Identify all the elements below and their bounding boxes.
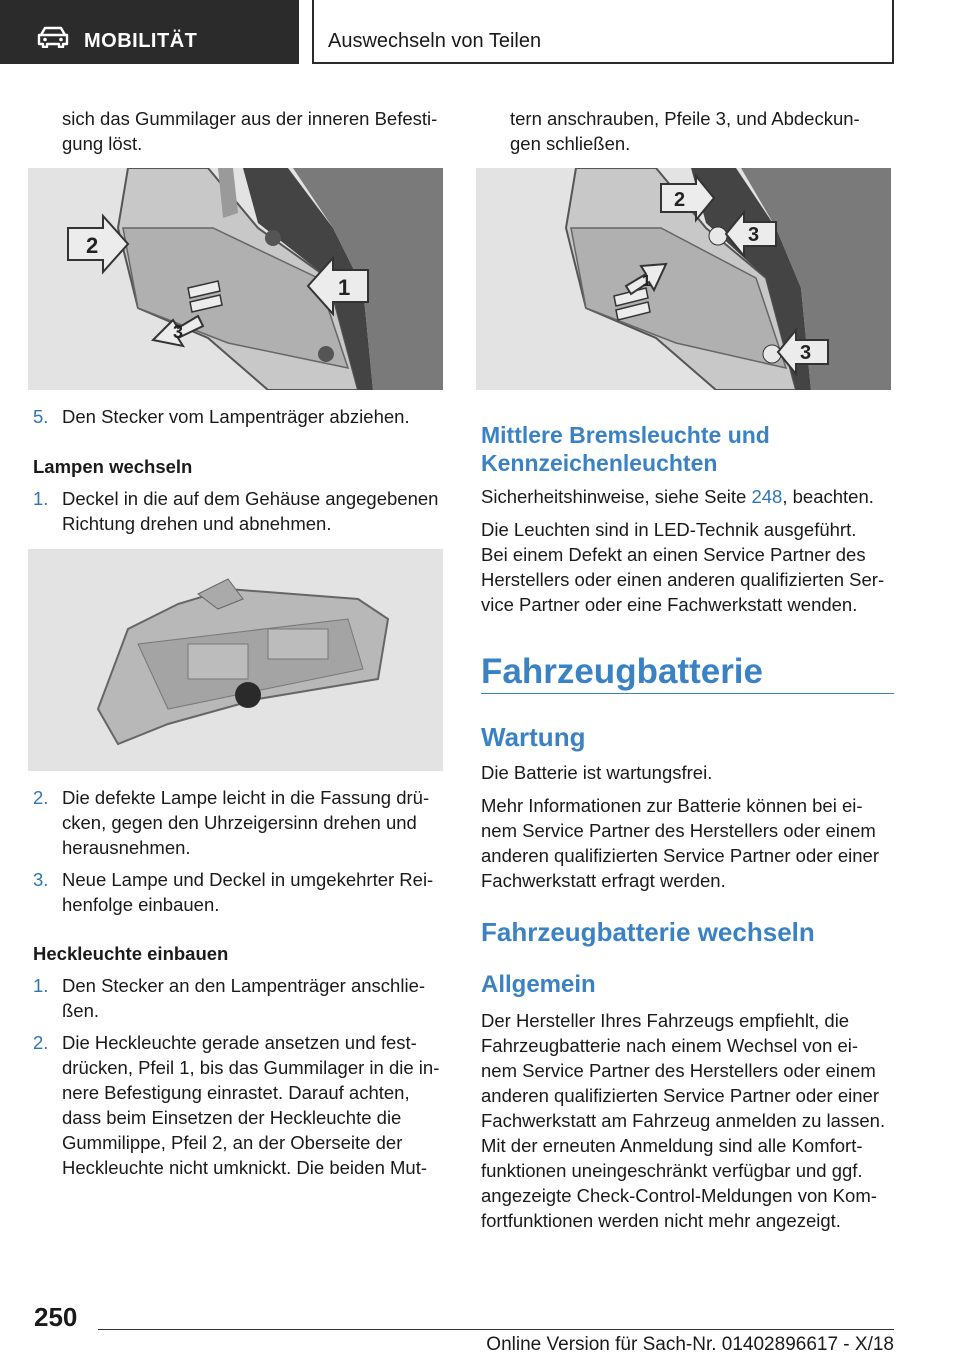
page-link-248[interactable]: 248	[751, 486, 783, 507]
allgemein-text-line-4: anderen qualifizierten Service Partner oder einer	[481, 1085, 879, 1106]
lampen-step-2-line-2: cken, gegen den Uhrzeigersinn drehen und	[62, 812, 417, 833]
einbauen-step-2-line-3: nere Befestigung einrastet. Darauf achten,	[62, 1082, 410, 1103]
allgemein-text-line-2: Fahrzeugbatterie nach einem Wechsel von ei-	[481, 1035, 859, 1056]
right-intro-line-2: gen schließen.	[510, 133, 631, 154]
allgemein-text-line-5: Fachwerkstatt am Fahrzeug anmelden zu lassen.	[481, 1110, 886, 1131]
einbauen-step-2-line-1: Die Heckleuchte gerade ansetzen und fest-	[62, 1032, 417, 1053]
footer-rule	[98, 1329, 894, 1330]
svg-text:2: 2	[86, 233, 99, 258]
svg-text:1: 1	[338, 275, 351, 300]
einbauen-step-2-line-6: Heckleuchte nicht umknickt. Die beiden Mut-	[62, 1157, 428, 1178]
figure-lamp-cover	[28, 549, 443, 771]
step-number: 1.	[33, 488, 49, 509]
step-number: 2.	[33, 1032, 49, 1053]
chapter-header	[312, 0, 894, 64]
lampen-step-2-line-3: herausnehmen.	[62, 837, 191, 858]
subheading-lampen-wechseln: Lampen wechseln	[33, 456, 193, 477]
wartung-text-line-3: anderen qualifizierten Service Partner oder einer	[481, 845, 879, 866]
einbauen-step-1-line-1: Den Stecker an den Lampenträger anschlie-	[62, 975, 426, 996]
wartung-line: Die Batterie ist wartungsfrei.	[481, 762, 713, 783]
section-label: MOBILITÄT	[84, 30, 198, 52]
step-number: 3.	[33, 869, 49, 890]
figure-taillight-arrows	[28, 168, 443, 390]
allgemein-text-line-1: Der Hersteller Ihres Fahrzeugs empfiehlt, die	[481, 1010, 850, 1031]
section-tab	[0, 0, 299, 64]
left-intro-line-1: sich das Gummilager aus der inneren Befesti-	[62, 108, 438, 129]
safety-note: Sicherheitshinweise, siehe Seite 248, beachten.	[481, 486, 874, 507]
heading-wartung: Wartung	[481, 722, 586, 752]
lampen-step-1-line-1: Deckel in die auf dem Gehäuse angegebenen	[62, 488, 439, 509]
heading-bremsleuchte	[481, 421, 770, 477]
step-5-text: Den Stecker vom Lampenträger abziehen.	[62, 406, 410, 427]
einbauen-step-2-line-2: drücken, Pfeil 1, bis das Gummilager in die in-	[62, 1057, 440, 1078]
led-text-line-2: Bei einem Defekt an einen Service Partner des	[481, 544, 866, 565]
svg-text:1: 1	[642, 273, 651, 290]
svg-text:3: 3	[800, 342, 812, 364]
page-number: 250	[34, 1302, 78, 1332]
car-icon	[36, 26, 70, 48]
heading-allgemein: Allgemein	[481, 971, 596, 998]
einbauen-step-1-line-2: ßen.	[62, 1000, 100, 1021]
led-text-line-1: Die Leuchten sind in LED-Technik ausgeführt.	[481, 519, 857, 540]
led-text-line-3: Herstellers oder einen anderen qualifizierten Ser-	[481, 569, 885, 590]
heading-batterie-wechseln: Fahrzeugbatterie wechseln	[481, 917, 815, 947]
svg-text:3: 3	[173, 322, 184, 342]
lampen-step-3-line-2: henfolge einbauen.	[62, 894, 220, 915]
footer-text: Online Version für Sach-Nr. 01402896617 - X/18	[486, 1334, 894, 1355]
einbauen-step-2-line-4: dass beim Einsetzen der Heckleuchte die	[62, 1107, 402, 1128]
subheading-heckleuchte-einbauen: Heckleuchte einbauen	[33, 943, 229, 964]
allgemein-text-line-9: fortfunktionen werden nicht mehr angezeigt.	[481, 1210, 841, 1231]
allgemein-text-line-8: angezeigte Check-Control-Meldungen von Kom-	[481, 1185, 877, 1206]
allgemein-text-line-3: nem Service Partner des Herstellers oder einem	[481, 1060, 876, 1081]
wartung-text-line-2: nem Service Partner des Herstellers oder einem	[481, 820, 876, 841]
step-number: 2.	[33, 787, 49, 808]
lampen-step-1-line-2: Richtung drehen und abnehmen.	[62, 513, 332, 534]
heading-bremsleuchte-line-2: Kennzeichenleuchten	[481, 450, 718, 476]
allgemein-text-line-6: Mit der erneuten Anmeldung sind alle Komfort-	[481, 1135, 863, 1156]
step-number: 1.	[33, 975, 49, 996]
heading-underline	[481, 693, 894, 694]
svg-text:3: 3	[748, 224, 760, 246]
lampen-step-2-line-1: Die defekte Lampe leicht in die Fassung drü-	[62, 787, 430, 808]
einbauen-step-2-line-5: Gummilippe, Pfeil 2, an der Oberseite der	[62, 1132, 403, 1153]
chapter-title: Auswechseln von Teilen	[328, 30, 542, 52]
figure-taillight-nuts	[476, 168, 891, 390]
led-text-line-4: vice Partner oder eine Fachwerkstatt wenden.	[481, 594, 858, 615]
wartung-text-line-4: Fachwerkstatt erfragt werden.	[481, 870, 726, 891]
heading-bremsleuchte-line-1: Mittlere Bremsleuchte und	[481, 422, 770, 448]
svg-text:2: 2	[674, 189, 686, 211]
step-number: 5.	[33, 406, 49, 427]
right-intro-line-1: tern anschrauben, Pfeile 3, und Abdeckun-	[510, 108, 860, 129]
lampen-step-3-line-1: Neue Lampe und Deckel in umgekehrter Rei-	[62, 869, 434, 890]
heading-fahrzeugbatterie: Fahrzeugbatterie	[481, 652, 763, 691]
wartung-text-line-1: Mehr Informationen zur Batterie können bei ei-	[481, 795, 863, 816]
left-intro-line-2: gung löst.	[62, 133, 143, 154]
allgemein-text-line-7: funktionen uneingeschränkt verfügbar und ggf.	[481, 1160, 863, 1181]
